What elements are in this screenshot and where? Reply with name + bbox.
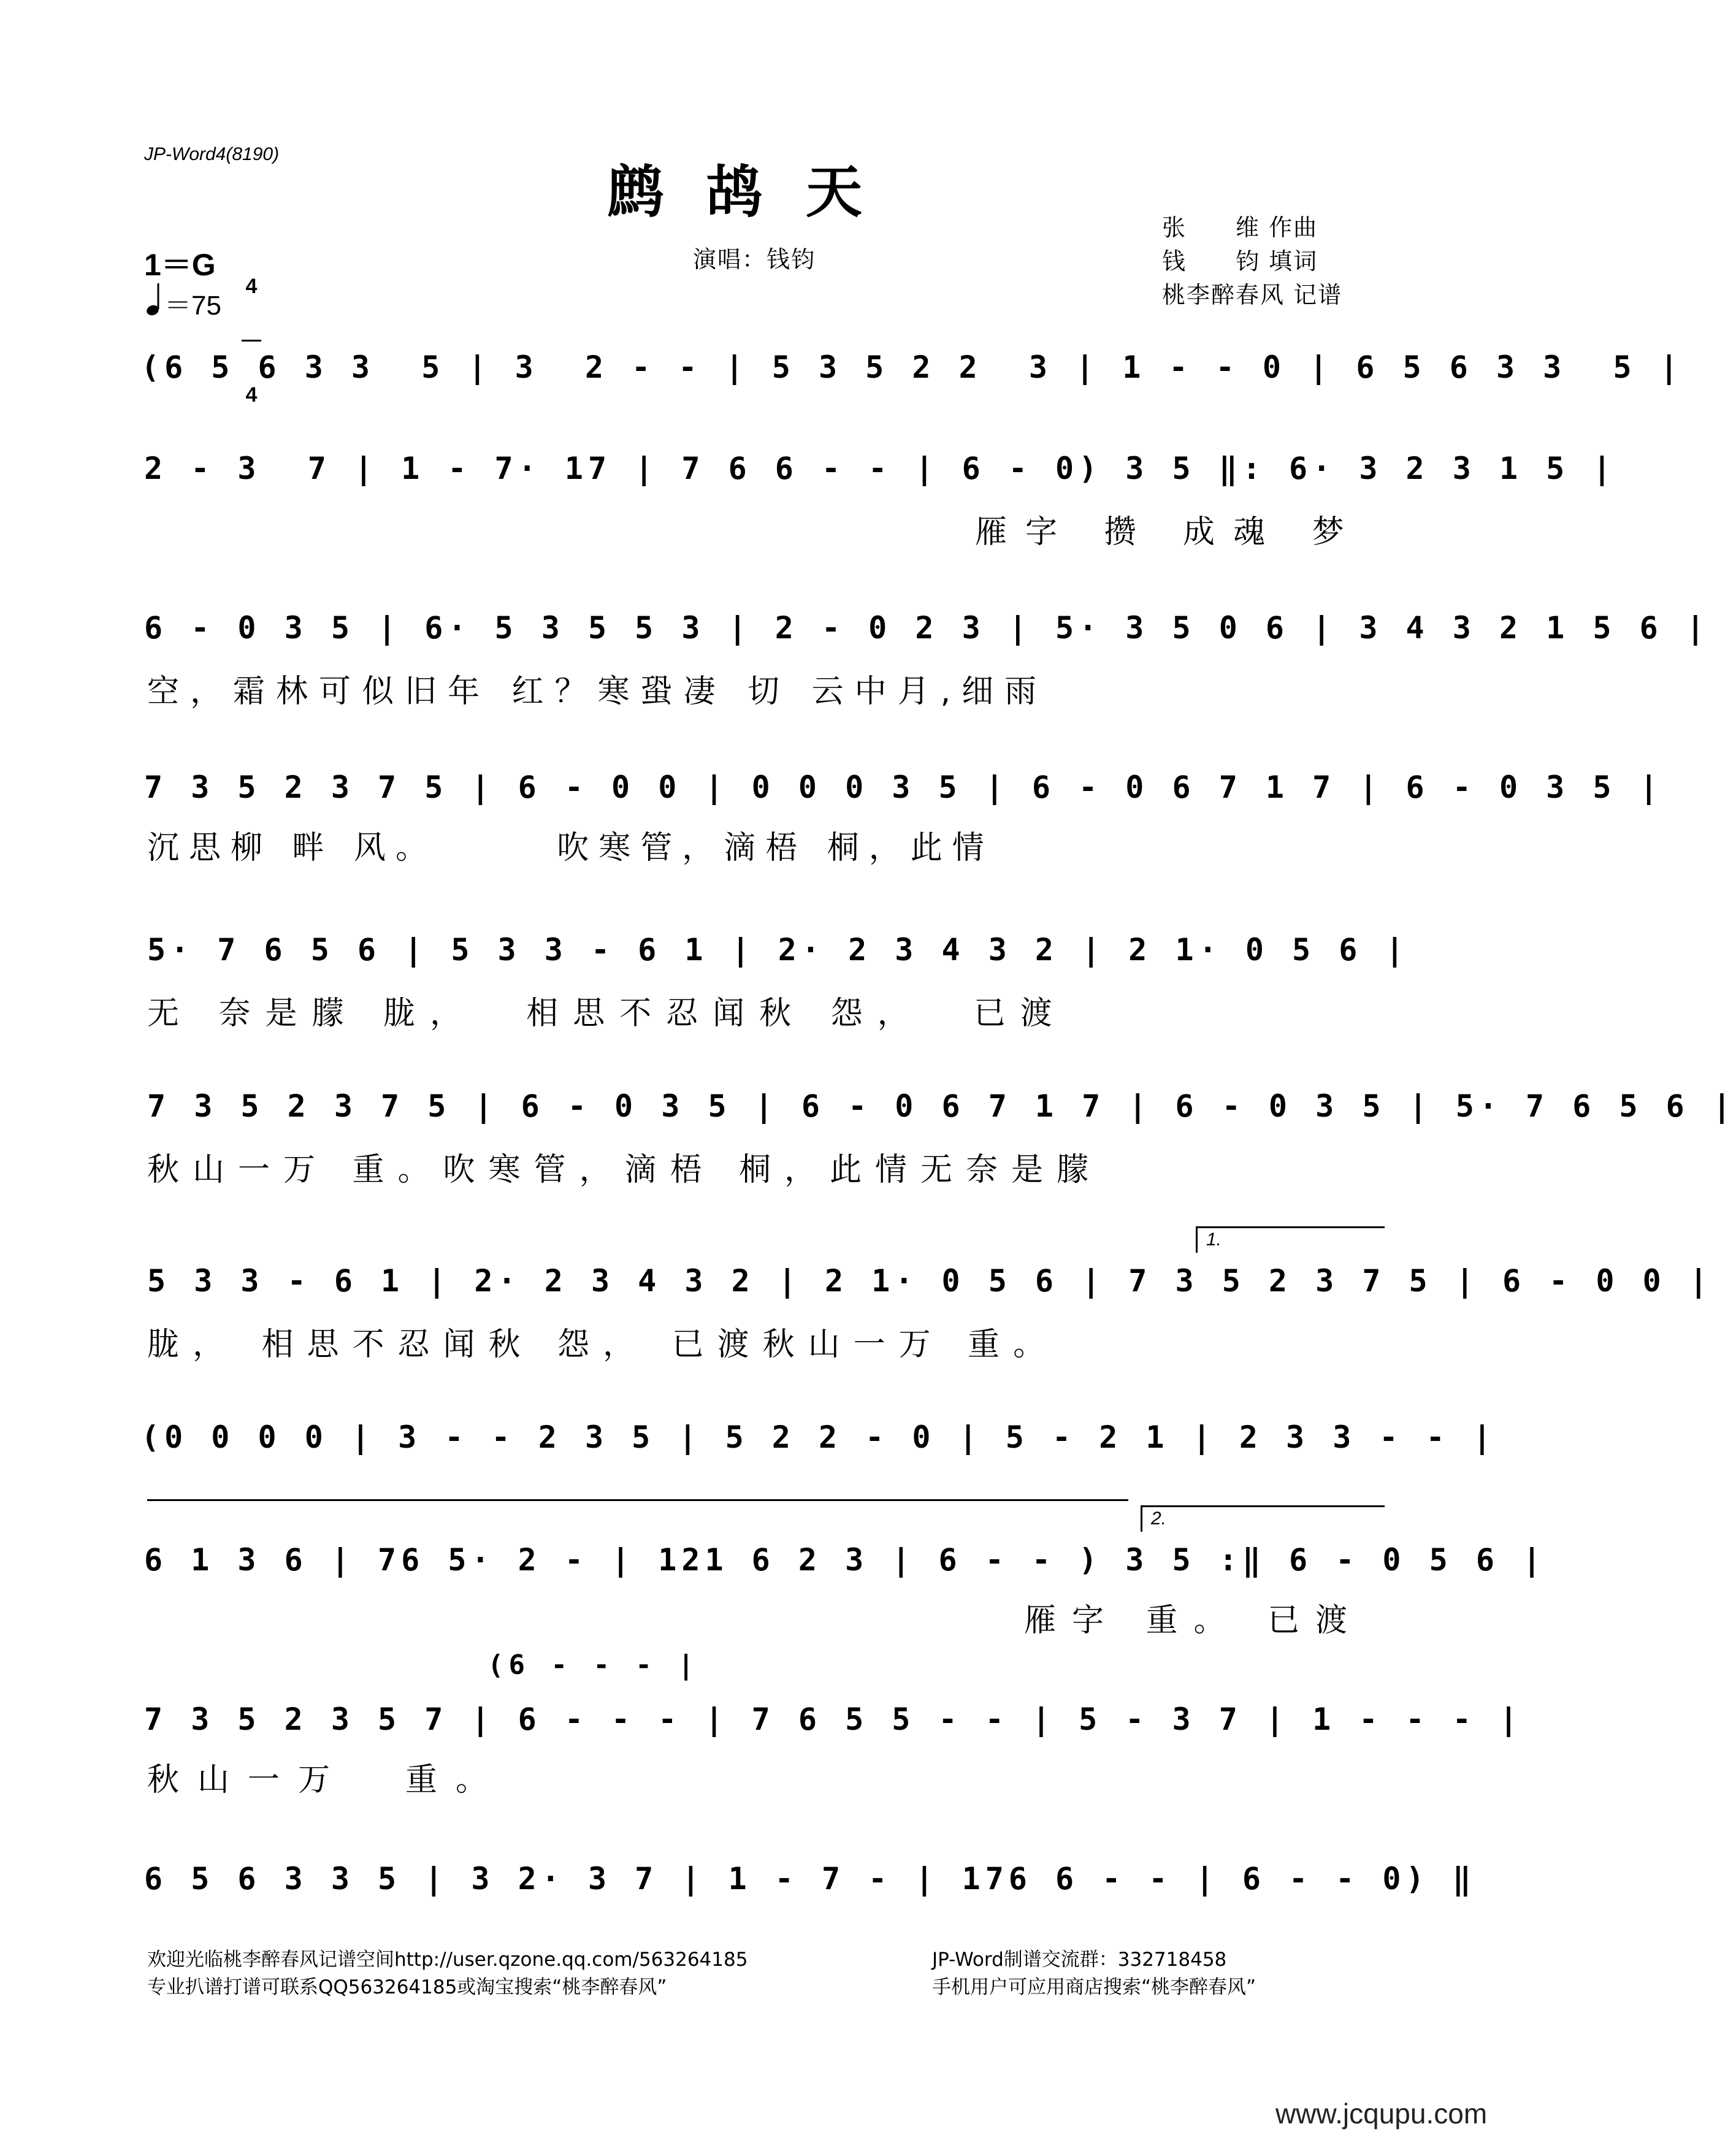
quarter-note-icon xyxy=(146,281,164,318)
first-ending-extension xyxy=(147,1499,1128,1501)
footer-contact-note: 专业扒谱打谱可联系QQ563264185或淘宝搜索“桃李醉春风” xyxy=(147,1976,667,1998)
lyrics-line-7: 胧， 相思不忍闻秋 怨， 已渡秋山一万 重。 xyxy=(147,1326,1059,1363)
lyricist-credit: 钱 钧 填词 xyxy=(1162,248,1318,275)
first-ending-label: 1. xyxy=(1206,1229,1222,1250)
watermark-site: www.jcqupu.com xyxy=(1275,2098,1488,2130)
score-system-1: (6 5 6 3 3 5 | 3 2 - - | 5 3 5 2 2 3 | 1 - - 0 | 6 5 6 3 3 5 | xyxy=(141,350,1683,385)
score-system-4: 7 3 5 2 3 7 5 | 6 - 0 0 | 0 0 0 3 5 | 6 - 0 6 7 1 7 | 6 - 0 3 5 | xyxy=(144,770,1663,805)
time-signature-top: 4 xyxy=(245,275,258,298)
lyrics-line-3: 空，霜林可似旧年 红？寒蛩凄 切 云中月,细雨 xyxy=(147,673,1048,710)
tempo-marking: ＝75 xyxy=(164,291,221,321)
key-signature: 1＝G xyxy=(144,248,216,282)
composer-credit: 张 维 作曲 xyxy=(1162,214,1318,241)
singer-credit: 演唱：钱钧 xyxy=(693,246,816,273)
software-version: JP-Word4(8190) xyxy=(144,144,280,164)
ossia-passage: (6 - - - | xyxy=(488,1649,699,1681)
time-signature-bottom: 4 xyxy=(245,383,258,407)
footer-app-note: 手机用户可应用商店搜索“桃李醉春风” xyxy=(932,1976,1256,1998)
score-system-5: 5· 7 6 5 6 | 5 3 3 - 6 1 | 2· 2 3 4 3 2 | 2 1· 0 5 6 | xyxy=(147,932,1409,968)
score-system-2: 2 - 3 7 | 1 - 7· 17 | 7 6 6 - - | 6 - 0) 3 5 ‖: 6· 3 2 3 1 5 | xyxy=(144,451,1616,486)
score-system-11: 6 5 6 3 3 5 | 3 2· 3 7 | 1 - 7 - | 176 6 - - | 6 - - 0) ‖ xyxy=(144,1861,1476,1897)
lyrics-line-2: 雁字 攒 成魂 梦 xyxy=(975,514,1363,551)
score-system-6: 7 3 5 2 3 7 5 | 6 - 0 3 5 | 6 - 0 6 7 1 7 | 6 - 0 3 5 | 5· 7 6 5 6 | xyxy=(147,1088,1736,1124)
lyrics-line-9: 雁字 重。 已渡 xyxy=(1024,1602,1364,1639)
lyrics-line-6: 秋山一万 重。吹寒管，滴梧 桐，此情无奈是朦 xyxy=(147,1152,1103,1188)
score-system-8: (0 0 0 0 | 3 - - 2 3 5 | 5 2 2 - 0 | 5 - 2 1 | 2 3 3 - - | xyxy=(141,1419,1496,1455)
lyrics-line-10: 秋山一万 重。 xyxy=(147,1762,507,1798)
second-ending-bracket xyxy=(1141,1505,1385,1532)
footer-group-note: JP-Word制谱交流群：332718458 xyxy=(932,1949,1227,1971)
second-ending-label: 2. xyxy=(1151,1508,1167,1529)
score-system-10: 7 3 5 2 3 5 7 | 6 - - - | 7 6 5 5 - - | 5 - 3 7 | 1 - - - | xyxy=(144,1702,1523,1737)
score-system-9: 6 1 3 6 | 76 5· 2 - | 121 6 2 3 | 6 - - ) 3 5 :‖ 6 - 0 5 6 | xyxy=(144,1542,1547,1578)
first-ending-bracket xyxy=(1196,1226,1385,1253)
score-system-7: 5 3 3 - 6 1 | 2· 2 3 4 3 2 | 2 1· 0 5 6 | 7 3 5 2 3 7 5 | 6 - 0 0 | xyxy=(147,1263,1713,1299)
time-signature xyxy=(239,234,264,426)
lyrics-line-5: 无 奈是朦 胧， 相思不忍闻秋 怨， 已渡 xyxy=(147,995,1067,1032)
score-system-3: 6 - 0 3 5 | 6· 5 3 5 5 3 | 2 - 0 2 3 | 5· 3 5 0 6 | 3 4 3 2 1 5 6 | xyxy=(144,610,1710,646)
lyrics-line-4: 沉思柳 畔 风。 吹寒管，滴梧 桐，此情 xyxy=(147,830,994,866)
transcriber-credit: 桃李醉春风 记谱 xyxy=(1162,281,1343,308)
song-title: 鹧鸪天 xyxy=(607,159,906,225)
footer-website-note: 欢迎光临桃李醉春风记谱空间http://user.qzone.qq.com/563264185 xyxy=(147,1949,748,1971)
